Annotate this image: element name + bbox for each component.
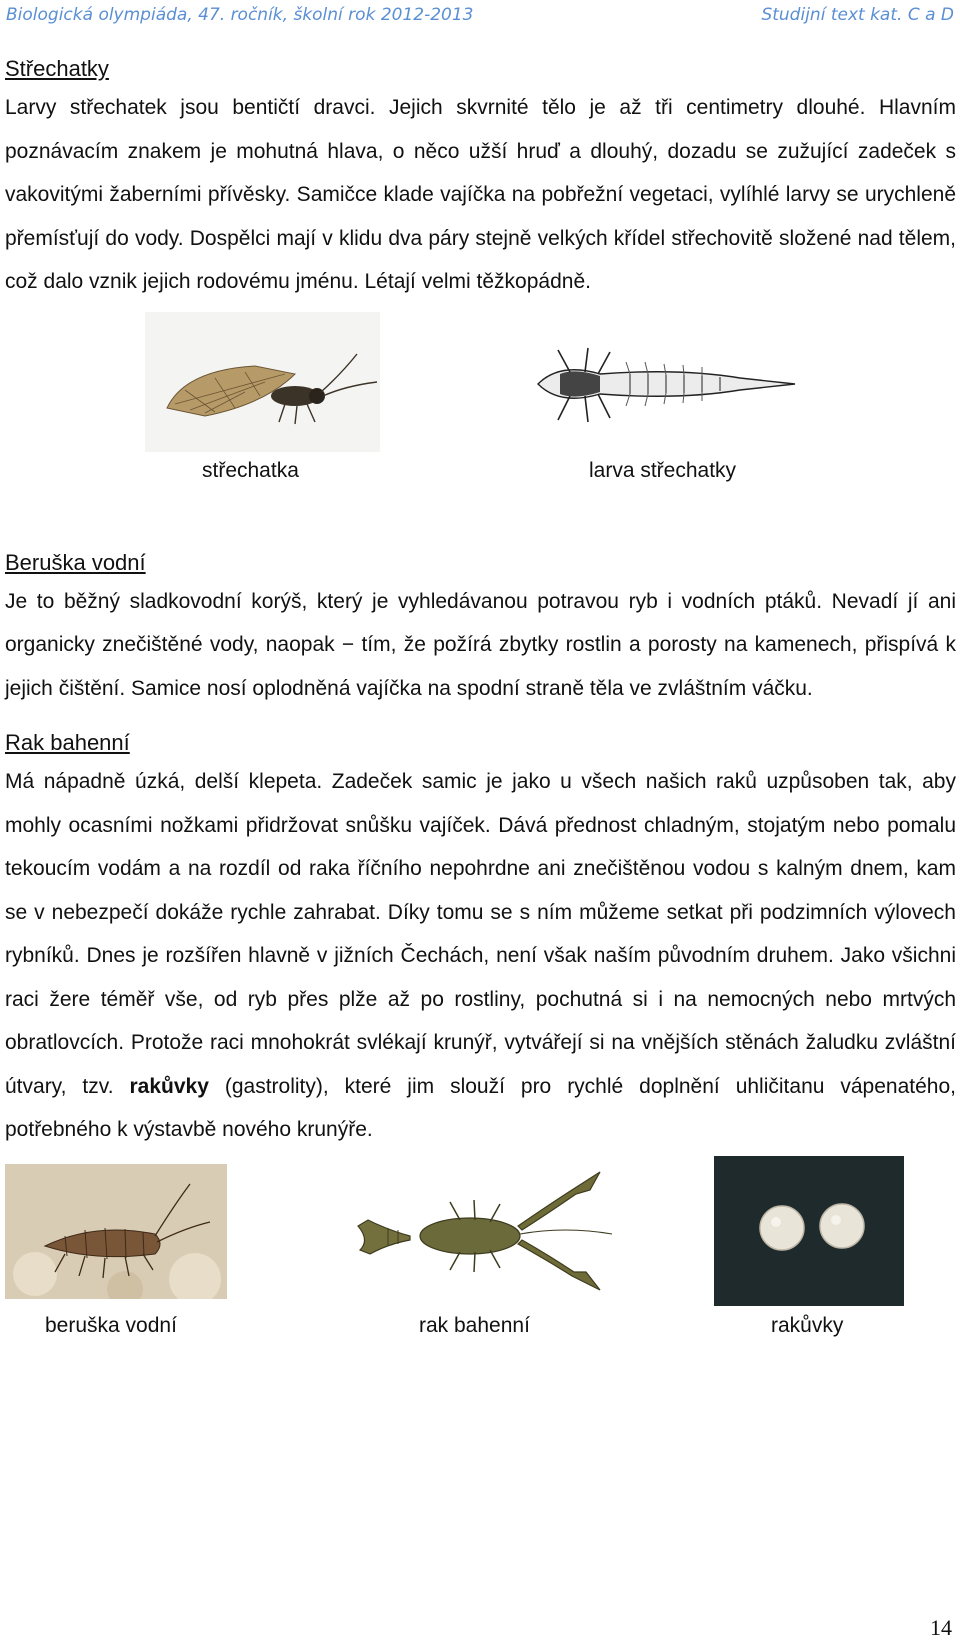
paragraph-strechatky: Larvy střechatek jsou bentičtí dravci. Jejich skvrnité tělo je až tři centimetry dlouhé. Hlavním poznávacím znakem je mohutná hlava, o něco užší hruď a dlouhý, dozadu se zužující zadeček s vakovitými žaberními přívěsky. Samičce klade vajíčka na pobřežní vegetaci, vylíhlé larvy se urychleně přemísťují do vody. Dospělci mají v klidu dva páry stejně velkých křídel střechovitě složené nad tělem, což dalo vznik jejich rodovému jménu. Létají velmi těžkopádně. [5, 96, 956, 293]
rakuvky-bold: rakůvky [129, 1074, 209, 1098]
heading-rak-bahenni: Rak bahenní [5, 730, 130, 755]
header-left: Biologická olympiáda, 47. ročník, školní rok 2012-2013 [6, 5, 474, 25]
rak-text-part-1: Má nápadně úzká, delší klepeta. Zadeček samic je jako u všech našich raků uzpůsoben tak, aby mohly ocasními nožkami přidržovat snůšku vajíček. Dává přednost chladným, stojatým nebo pomalu tekoucím vodám a na rozdíl od raka říčního nepohrdne ani znečištěnou vodou s kalným dnem, kam se v nebezpečí dokáže rychle zahrabat. Díky tomu se s ním můžeme setkat při podzimních výlovech rybníků. Dnes je rozšířen hlavně v jižních Čechách, není však naším původním druhem. Jako všichni raci žere téměř vše, od ryb přes plže až po rostliny, pochutná si i na nemocných nebo mrtvých obratlovcích. Protože raci mnohokrát svlékají krunýř, vytvářejí si na vnějších stěnách žaludku zvláštní útvary, tzv. [5, 770, 956, 1098]
caption-strechatka: střechatka [202, 458, 299, 482]
caption-beruska-vodni: beruška vodní [45, 1313, 177, 1337]
rak-bahenni-image [350, 1164, 615, 1304]
caption-larva-strechatky: larva střechatky [589, 458, 737, 482]
larva-strechatky-image [530, 344, 800, 429]
figure-row-rak [5, 1164, 956, 1394]
heading-beruska-vodni: Beruška vodní [5, 549, 146, 575]
figure-row-strechatky [5, 304, 956, 534]
beruska-vodni-image [5, 1164, 227, 1299]
heading-strechatky: Střechatky [5, 56, 109, 81]
paragraph-beruska-vodni: Je to běžný sladkovodní korýš, který je vyhledávanou potravou ryb i vodních ptáků. Nevadí jí ani organicky znečištěné vody, naopak − tím, že požírá zbytky rostlin a porosty na kamenech, přispívá k jejich čištění. Samice nosí oplodněná vajíčka na spodní straně těla ve zvláštním váčku. [5, 589, 956, 700]
page-header [6, 0, 954, 30]
paragraph-rak-bahenni [5, 760, 956, 1152]
page-number: 14 [930, 1615, 952, 1640]
page-content [5, 40, 956, 1394]
header-right: Studijní text kat. C a D [761, 5, 954, 25]
caption-rak-bahenni: rak bahenní [419, 1313, 530, 1337]
rak-text-part-2: (gastrolity), které jim slouží pro rychlé doplnění uhličitanu vápenatého, potřebného k výstavbě nového krunýře. [5, 1074, 956, 1141]
strechatka-image [145, 312, 380, 452]
caption-rakuvky: rakůvky [771, 1313, 844, 1337]
rakuvky-image [714, 1156, 904, 1306]
